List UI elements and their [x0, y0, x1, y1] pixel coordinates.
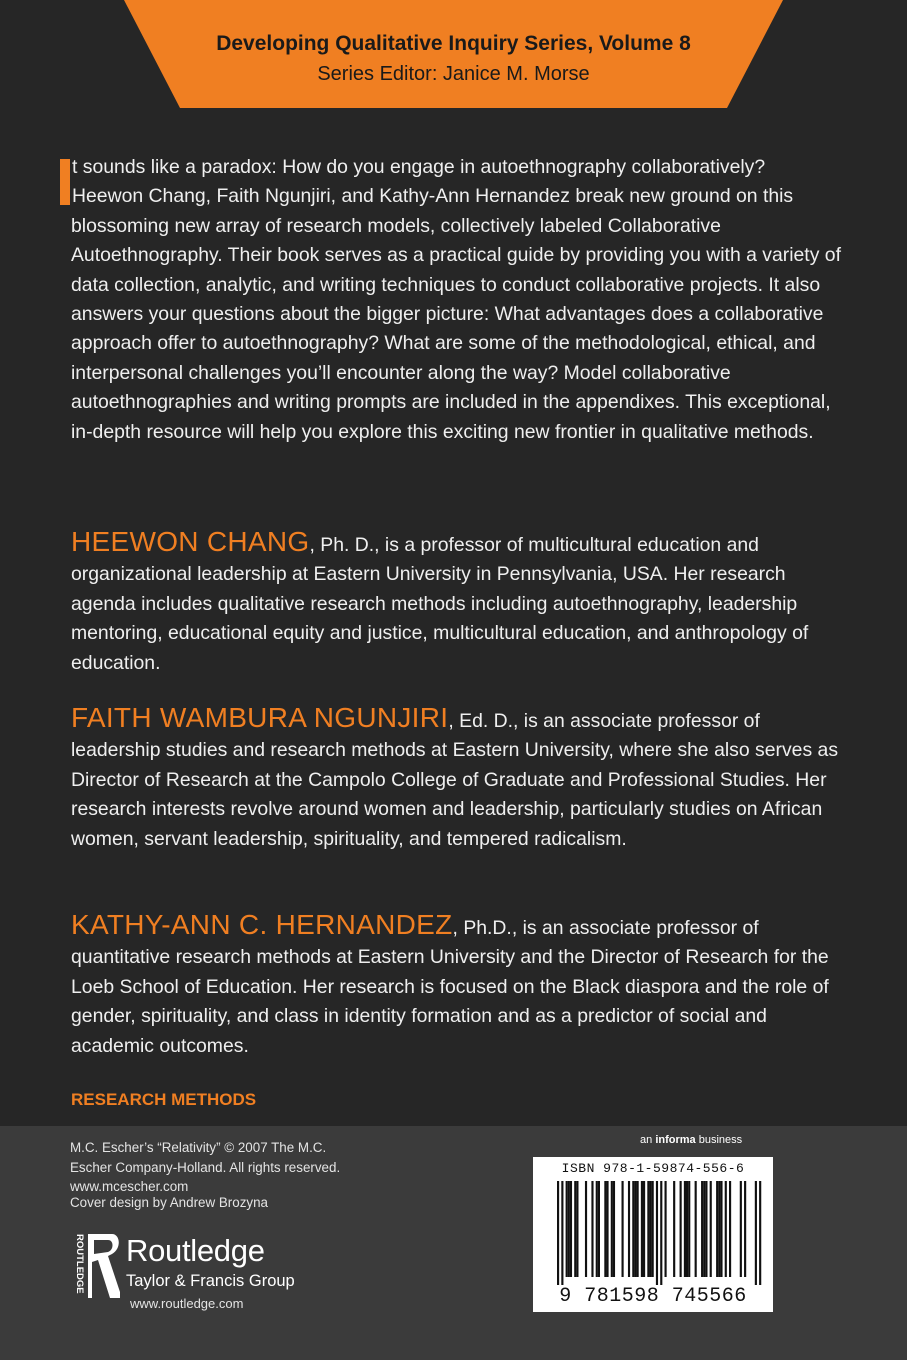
barcode-bar	[703, 1181, 705, 1277]
barcode-bar	[622, 1181, 624, 1277]
barcode-bar	[652, 1181, 654, 1277]
publisher-url[interactable]: www.routledge.com	[130, 1296, 244, 1311]
isbn-barcode	[533, 1157, 773, 1312]
informa-suffix: business	[698, 1134, 743, 1146]
barcode-bar	[647, 1181, 649, 1277]
barcode-bar	[729, 1181, 731, 1277]
author-bio-text: , Ph. D., is a professor of multicultural education and organizational leadership at Eastern University in Pennsylvania, USA. Her research agenda includes qualitative research methods including autoethnography, leadership mentoring, educational equity and justice, multicultural education, and anthropology of education.	[71, 534, 809, 674]
barcode-bar	[695, 1181, 697, 1277]
barcode-bar	[744, 1181, 746, 1277]
book-description	[71, 153, 841, 447]
barcode-bar	[718, 1181, 720, 1277]
drop-cap-bar	[60, 159, 70, 205]
author-bio-text: , Ph.D., is an associate professor of quantitative research methods at Eastern University and the Director of Research for the Loeb School of Education. Her research is focused on the Black diaspora and the role of gender, spirituality, and class in identity formation and as a predictor of social and academic outcomes.	[71, 917, 829, 1057]
barcode-bar	[701, 1181, 703, 1277]
author-bio-ngunjiri	[71, 703, 846, 854]
barcode-bar	[641, 1181, 643, 1277]
barcode-bar	[673, 1181, 675, 1277]
barcode-bar	[613, 1181, 615, 1277]
author-name: HEEWON CHANG	[71, 526, 310, 557]
author-bio-chang	[71, 527, 846, 678]
image-credit: M.C. Escher’s “Relativity” © 2007 The M.C. Escher Company-Holland. All rights reserved. www.mcescher.com	[70, 1140, 341, 1194]
description-text: t sounds like a paradox: How do you engage in autoethnography collaboratively? Heewon Chang, Faith Ngunjiri, and Kathy-Ann Hernandez break new ground on this blossoming new array of research models, collectively labeled Collaborative Autoethnography. Their book serves as a practical guide by providing you with a variety of data collection, analytic, and writing techniques to conduct collaborative projects. It also answers your questions about the bigger picture: What advantages does a collaborative approach offer to autoethnography? What are some of the methodological, ethical, and interpersonal challenges you’ll encounter along the way? Model collaborative autoethnographies and writing prompts are included in the appendixes. This exceptional, in-depth resource will help you explore this exciting new frontier in qualitative methods.	[71, 156, 841, 443]
author-bio-text: , Ed. D., is an associate professor of leadership studies and research methods at Eastern University, where she also serves as Director of Research at the Campolo College of Graduate and Professional Studies. Her research interests revolve around women and leadership, particularly studies on African women, servant leadership, spirituality, and tempered radicalism.	[71, 710, 839, 850]
barcode-bar	[665, 1181, 667, 1277]
barcode-bar	[710, 1181, 712, 1277]
author-name: KATHY-ANN C. HERNANDEZ	[71, 909, 453, 940]
subject-category: RESEARCH METHODS	[71, 1090, 257, 1109]
ean-digits: 9 781598 745566	[559, 1285, 747, 1308]
informa-tagline	[640, 1134, 742, 1146]
cover-design-credit: Cover design by Andrew Brozyna	[70, 1195, 268, 1210]
author-name: FAITH WAMBURA NGUNJIRI	[71, 702, 449, 733]
author-bio-hernandez	[71, 910, 846, 1061]
barcode-bar	[684, 1181, 686, 1277]
barcode-bar	[585, 1181, 587, 1277]
barcode-bars	[541, 1181, 765, 1285]
isbn-label: ISBN 978-1-59874-556-6	[561, 1161, 745, 1176]
barcode-bar	[740, 1181, 742, 1277]
barcode-bar	[634, 1181, 636, 1277]
barcode-bar	[637, 1181, 639, 1277]
barcode-guard-bar	[656, 1181, 658, 1285]
barcode-bar	[591, 1181, 593, 1277]
barcode-bar	[604, 1181, 606, 1277]
barcode-bar	[643, 1181, 645, 1277]
barcode-guard-bar	[755, 1181, 757, 1285]
barcode-guard-bar	[557, 1181, 559, 1285]
series-editor: Series Editor: Janice M. Morse	[317, 63, 590, 85]
barcode-bar	[566, 1181, 568, 1277]
barcode-bar	[628, 1181, 630, 1277]
series-title: Developing Qualitative Inquiry Series, Volume 8	[216, 32, 691, 55]
routledge-logo-icon	[68, 1232, 120, 1300]
barcode-bar	[598, 1181, 600, 1277]
barcode-bar	[705, 1181, 707, 1277]
barcode-guard-bar	[660, 1181, 662, 1285]
barcode-bar	[686, 1181, 688, 1277]
barcode-bar	[574, 1181, 576, 1277]
publisher-group: Taylor & Francis Group	[126, 1272, 295, 1290]
barcode-bar	[632, 1181, 634, 1277]
barcode-bar	[596, 1181, 598, 1277]
publisher-name: Routledge	[126, 1233, 265, 1268]
barcode-bar	[570, 1181, 572, 1277]
barcode-bar	[716, 1181, 718, 1277]
barcode-bar	[680, 1181, 682, 1277]
barcode-guard-bar	[759, 1181, 761, 1285]
barcode-bar	[720, 1181, 722, 1277]
informa-prefix: an	[640, 1134, 653, 1146]
barcode-bar	[649, 1181, 651, 1277]
barcode-guard-bar	[561, 1181, 563, 1285]
barcode-bar	[568, 1181, 570, 1277]
barcode-bar	[725, 1181, 727, 1277]
barcode-bar	[611, 1181, 613, 1277]
informa-brand: informa	[655, 1134, 696, 1146]
routledge-vertical-text: ROUTLEDGE	[74, 1234, 85, 1294]
barcode-bar	[606, 1181, 608, 1277]
barcode-bar	[576, 1181, 578, 1277]
barcode-bar	[688, 1181, 690, 1277]
